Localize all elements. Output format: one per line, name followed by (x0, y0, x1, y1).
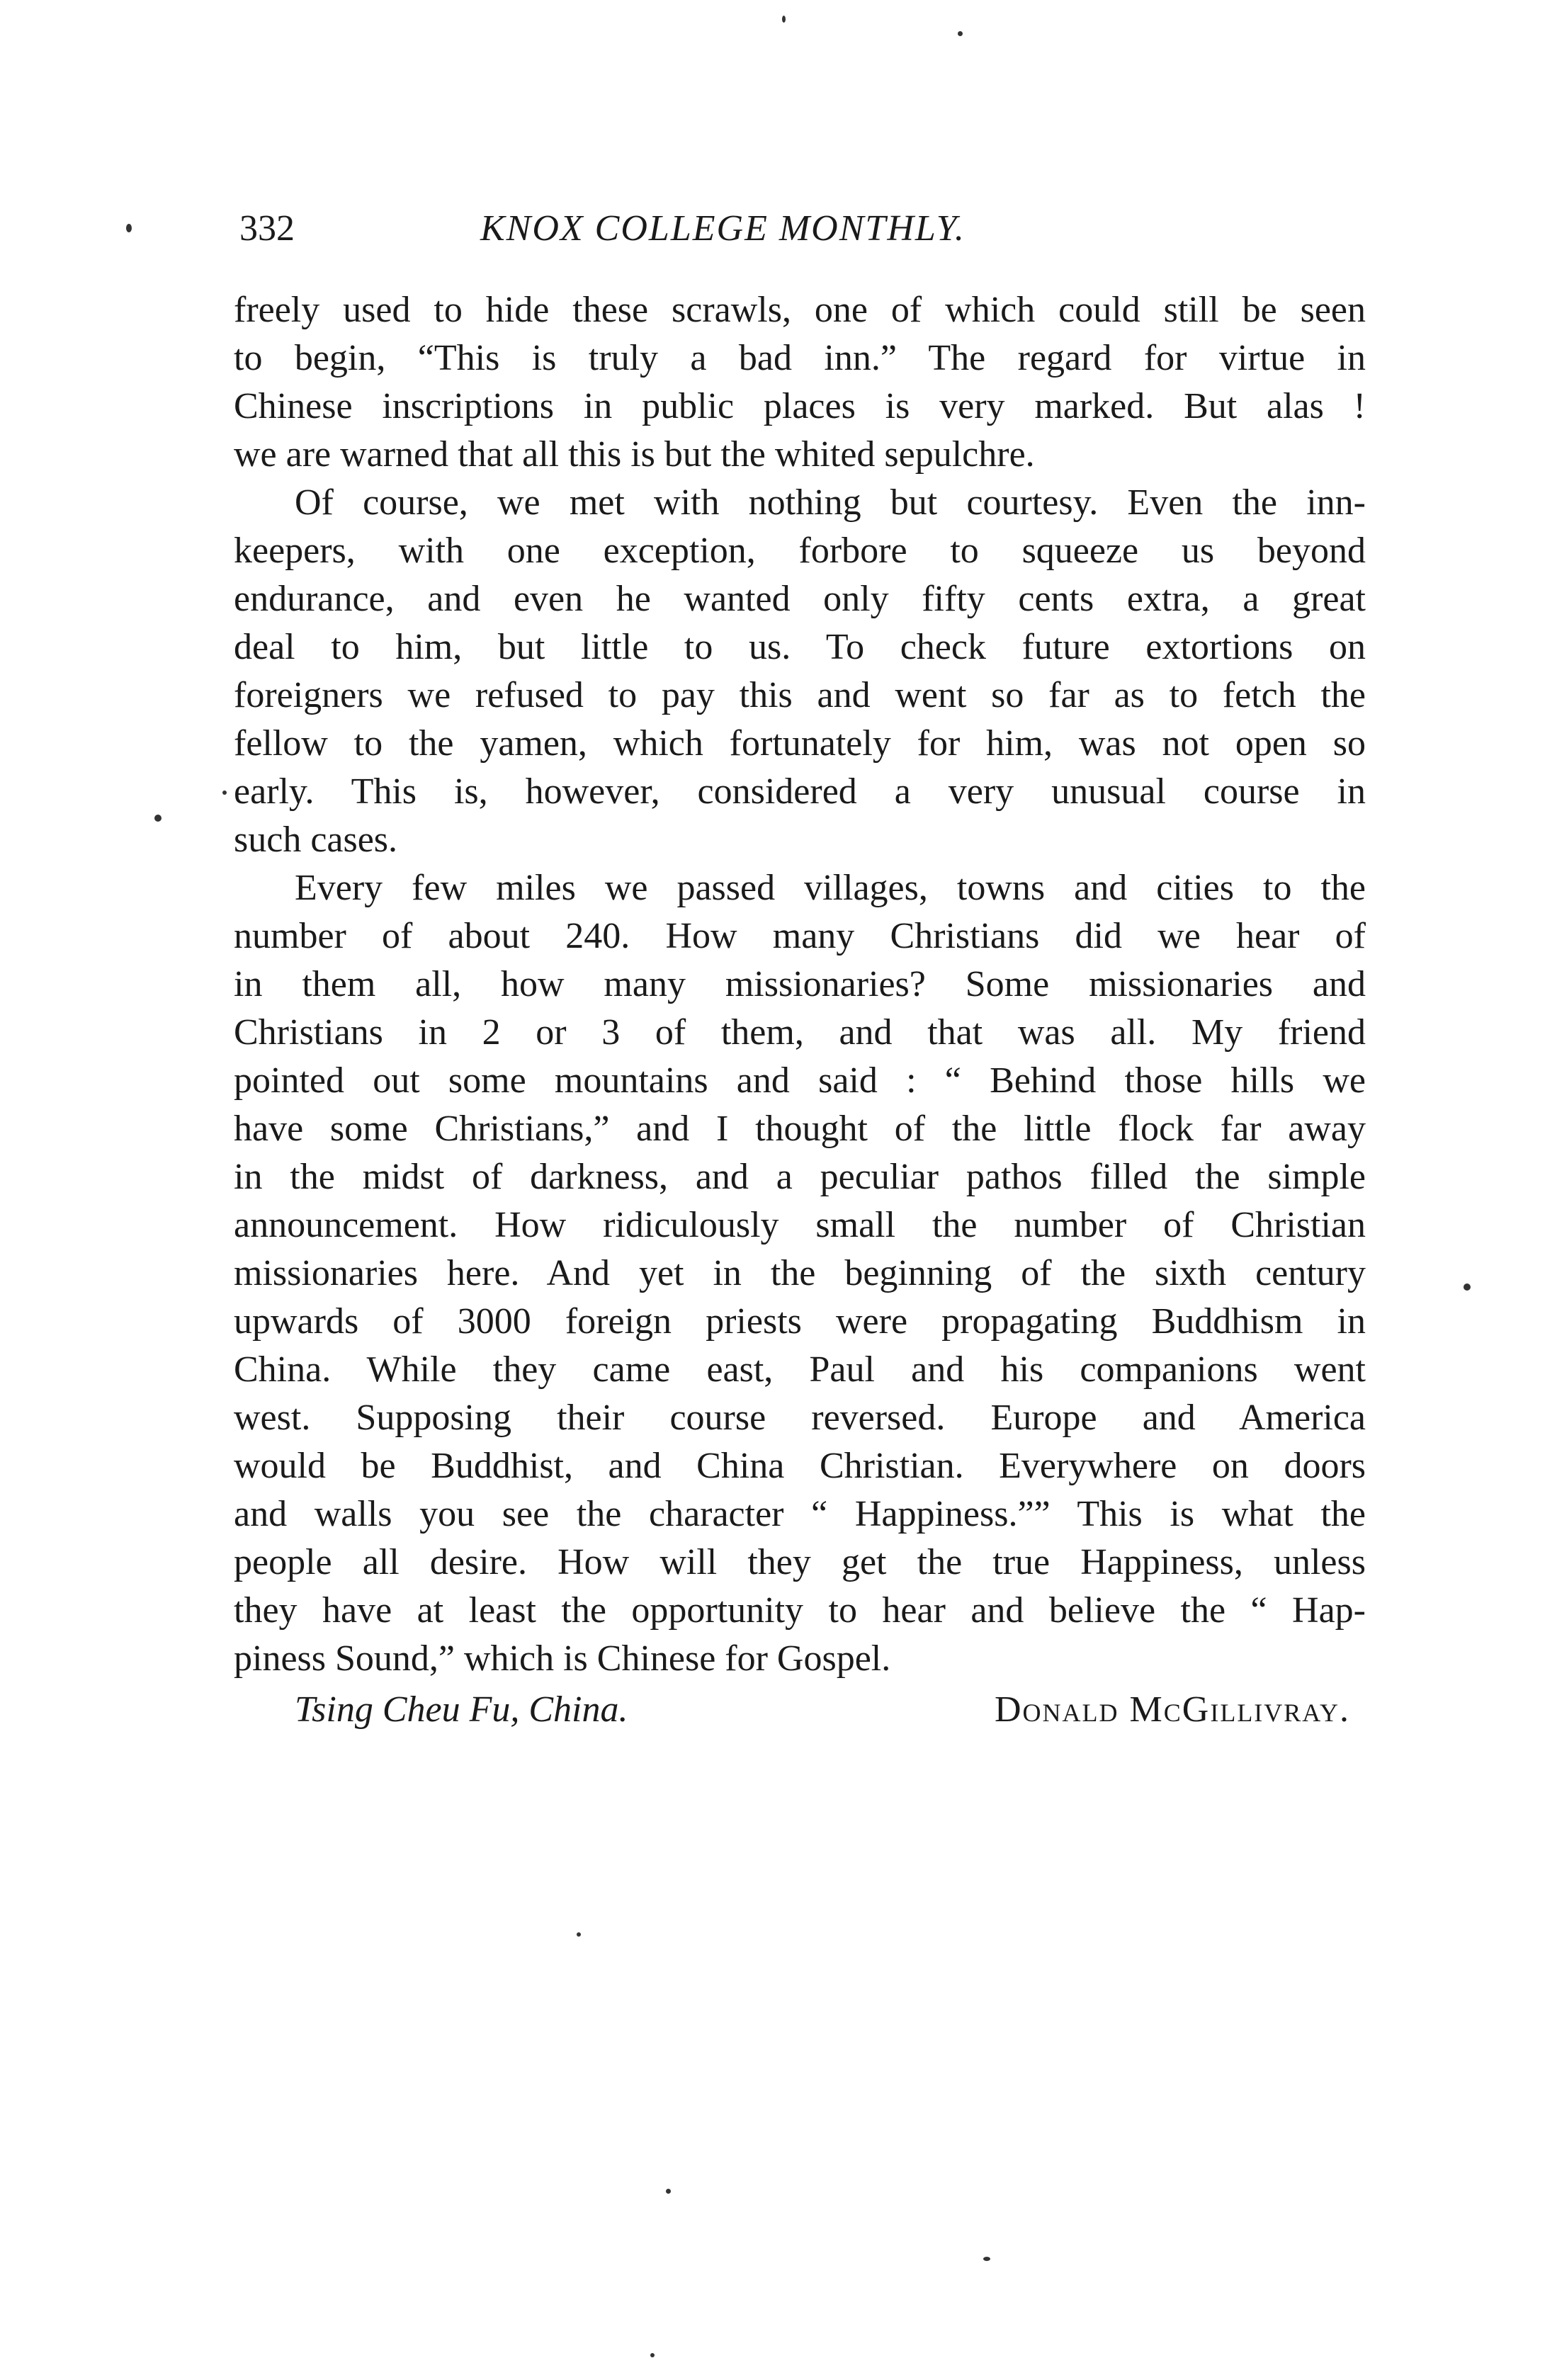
text-line: in the midst of darkness, and a peculiar pathos filled the simple (234, 1157, 1366, 1197)
scan-speck (222, 790, 227, 795)
text-line: west. Supposing their course reversed. Europe and America (234, 1398, 1366, 1438)
text-line: Chinese inscriptions in public places is very marked. But alas ! (234, 386, 1366, 426)
text-line: we are warned that all this is but the whited sepulchre. (234, 434, 1035, 475)
text-line: they have at least the opportunity to hear and believe the “ Hap- (234, 1590, 1366, 1631)
text-line: early. This is, however, considered a very unusual course in (234, 771, 1366, 812)
text-line: China. While they came east, Paul and his companions went (234, 1349, 1366, 1390)
scan-speck (650, 2353, 655, 2357)
scan-speck (154, 815, 162, 822)
text-line: deal to him, but little to us. To check future extortions on (234, 627, 1366, 667)
text-line: endurance, and even he wanted only fifty cents extra, a great (234, 579, 1366, 619)
text-line: announcement. How ridiculously small the number of Christian (234, 1205, 1366, 1245)
text-line: fellow to the yamen, which fortunately for him, was not open so (234, 723, 1366, 764)
scan-speck (666, 2189, 671, 2194)
text-line: people all desire. How will they get the true Happiness, unless (234, 1542, 1366, 1582)
text-line: in them all, how many missionaries? Some missionaries and (234, 964, 1366, 1004)
signature-line (234, 1683, 1366, 1737)
signature-author: Donald McGillivray. (995, 1689, 1350, 1730)
scan-speck (577, 1932, 581, 1937)
text-line: keepers, with one exception, forbore to squeeze us beyond (234, 531, 1366, 571)
text-line: would be Buddhist, and China Christian. Everywhere on doors (234, 1446, 1366, 1486)
scan-speck (983, 2257, 990, 2261)
signature-place: Tsing Cheu Fu, China. (295, 1689, 628, 1730)
text-line: Christians in 2 or 3 of them, and that was all. My friend (234, 1012, 1366, 1053)
text-line: piness Sound,” which is Chinese for Gospel. (234, 1638, 891, 1679)
text-line: upwards of 3000 foreign priests were propagating Buddhism in (234, 1301, 1366, 1342)
scan-speck (126, 224, 132, 232)
text-line: missionaries here. And yet in the beginning of the sixth century (234, 1253, 1366, 1293)
text-line: freely used to hide these scrawls, one of which could still be seen (234, 290, 1366, 330)
page-header (239, 204, 1352, 254)
text-line: number of about 240. How many Christians did we hear of (234, 916, 1366, 956)
text-line: Every few miles we passed villages, towns and cities to the (295, 868, 1366, 908)
running-title: KNOX COLLEGE MONTHLY. (480, 208, 966, 249)
page-number: 332 (239, 208, 295, 249)
scan-speck (1463, 1284, 1471, 1291)
scan-speck (782, 16, 786, 23)
text-line: have some Christians,” and I thought of the little flock far away (234, 1109, 1366, 1149)
text-line: pointed out some mountains and said : “ Behind those hills we (234, 1060, 1366, 1101)
text-line: foreigners we refused to pay this and went so far as to fetch the (234, 675, 1366, 715)
text-line: Of course, we met with nothing but courtesy. Even the inn- (295, 482, 1366, 523)
text-line: such cases. (234, 820, 398, 860)
scan-speck (958, 31, 963, 36)
article-body (234, 286, 1366, 1737)
text-line: to begin, “This is truly a bad inn.” The regard for virtue in (234, 338, 1366, 378)
text-line: and walls you see the character “ Happiness.”” This is what the (234, 1494, 1366, 1534)
